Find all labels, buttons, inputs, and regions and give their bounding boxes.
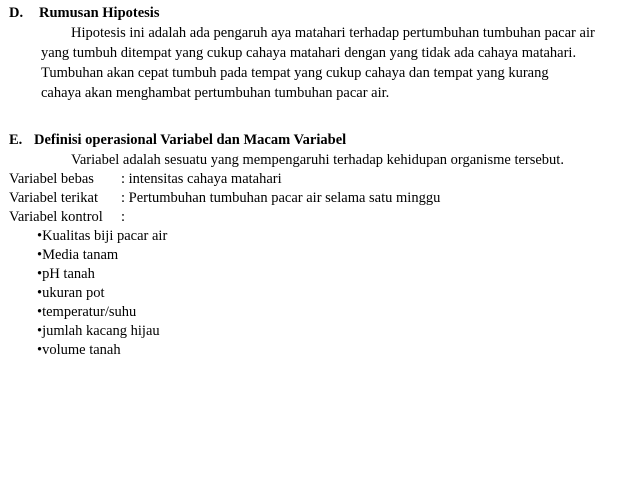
variable-label-control: Variabel kontrol bbox=[9, 209, 103, 225]
variable-value-control: : bbox=[121, 209, 126, 225]
control-item: •Kualitas biji pacar air bbox=[37, 228, 168, 244]
control-item: •jumlah kacang hijau bbox=[37, 323, 160, 339]
control-item: •ukuran pot bbox=[37, 285, 105, 301]
section-e-title: Definisi operasional Variabel dan Macam Variabel bbox=[34, 132, 347, 148]
definition-intro: Variabel adalah sesuatu yang mempengaruhi terhadap kehidupan organisme tersebut. bbox=[71, 152, 564, 168]
control-item: •temperatur/suhu bbox=[37, 304, 137, 320]
control-item: •Media tanam bbox=[37, 247, 119, 263]
section-e-letter: E. bbox=[9, 132, 23, 148]
variable-value-dependent: : Pertumbuhan tumbuhan pacar air selama satu minggu bbox=[121, 190, 441, 206]
control-item: •pH tanah bbox=[37, 266, 95, 282]
variable-label-dependent: Variabel terikat bbox=[9, 190, 98, 206]
section-d-title: Rumusan Hipotesis bbox=[39, 5, 160, 21]
hypothesis-line-4: cahaya akan menghambat pertumbuhan tumbuhan pacar air. bbox=[41, 85, 390, 101]
variable-value-independent: : intensitas cahaya matahari bbox=[121, 171, 282, 187]
hypothesis-line-2: yang tumbuh ditempat yang cukup cahaya matahari dengan yang tidak ada cahaya matahari. bbox=[41, 45, 577, 61]
variable-label-independent: Variabel bebas bbox=[9, 171, 94, 187]
hypothesis-line-3: Tumbuhan akan cepat tumbuh pada tempat yang cukup cahaya dan tempat yang kurang bbox=[41, 65, 549, 81]
hypothesis-line-1: Hipotesis ini adalah ada pengaruh aya matahari terhadap pertumbuhan tumbuhan pacar air bbox=[71, 25, 595, 41]
control-item: •volume tanah bbox=[37, 342, 121, 358]
section-d-letter: D. bbox=[9, 5, 24, 21]
